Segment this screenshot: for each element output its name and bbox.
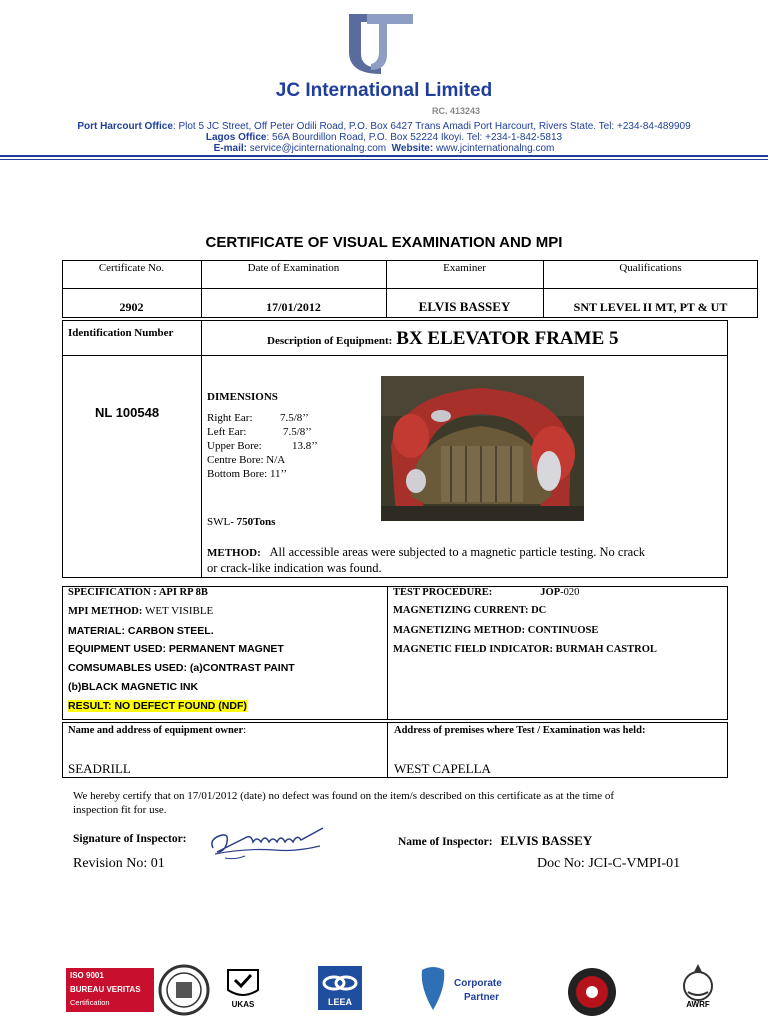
equipment-divider — [201, 320, 202, 578]
consumables-b: (b)BLACK MAGNETIC INK — [68, 681, 199, 693]
id-number-label: Identification Number — [68, 327, 174, 339]
certify-line-2: inspection fit for use. — [73, 804, 167, 816]
iadc-seal-icon — [566, 966, 618, 1018]
dim-value: N/A — [266, 454, 286, 466]
owner-label-colon: : — [243, 725, 247, 736]
signature-label: Signature of Inspector: — [73, 833, 187, 845]
ukas-logo — [220, 966, 266, 1016]
test-procedure-suffix: -020 — [560, 587, 580, 598]
revision-number: Revision No: 01 — [73, 856, 165, 871]
awrf-logo — [672, 962, 724, 1014]
header-rule — [0, 155, 768, 157]
dim-label: Left Ear: — [207, 426, 247, 438]
awrf-label: AWRF — [686, 1000, 710, 1009]
method-line-2: or crack-like indication was found. — [207, 561, 382, 575]
email-label: E-mail: — [213, 143, 247, 154]
swl-value: 750Tons — [236, 516, 276, 528]
magnetizing-method: MAGNETIZING METHOD: CONTINUOSE — [393, 625, 599, 636]
certification-statement — [73, 789, 733, 817]
test-procedure-value: JOP — [540, 587, 561, 598]
owner-value: SEADRILL — [68, 761, 131, 776]
bv-line-1: ISO 9001 — [70, 971, 104, 980]
certificate-title: CERTIFICATE OF VISUAL EXAMINATION AND MPI — [205, 234, 563, 251]
equipment-photo — [381, 376, 584, 521]
table-divider — [62, 288, 758, 289]
bureau-veritas-logo — [66, 968, 154, 1012]
company-name: JC International Limited — [275, 80, 493, 101]
dimensions-title: DIMENSIONS — [207, 391, 278, 403]
contact-line — [0, 143, 768, 154]
equipment-used: EQUIPMENT USED: PERMANENT MAGNET — [68, 643, 284, 655]
dim-value: 13.8’’ — [292, 440, 318, 452]
magnetizing-current: MAGNETIZING CURRENT: DC — [393, 605, 547, 616]
header-rule-thin — [0, 159, 768, 160]
result-highlight: RESULT: NO DEFECT FOUND (NDF) — [68, 700, 247, 712]
equipment-description — [267, 328, 619, 350]
leea-logo — [318, 966, 362, 1010]
corporate-label: Corporate — [454, 978, 502, 989]
company-logo — [347, 12, 415, 76]
equipment-hline — [62, 355, 728, 356]
bureau-veritas-seal-icon — [154, 964, 214, 1016]
test-procedure-label: TEST PROCEDURE: — [393, 587, 493, 598]
ph-address: : Plot 5 JC Street, Off Peter Odili Road, P.O. Box 6427 Trans Amadi Port Harcourt, Rivers State. Tel: +234-84-489909 — [172, 121, 691, 132]
dim-label: Centre Bore: — [207, 454, 264, 466]
dim-label: Right Ear: — [207, 412, 253, 424]
swl — [207, 516, 275, 528]
specification-label: SPECIFICATION : — [68, 587, 157, 598]
dim-value: 7.5/8’’ — [280, 412, 309, 424]
description-label: Description of Equipment: — [267, 335, 393, 347]
magnetic-field-indicator: MAGNETIC FIELD INDICATOR: BURMAH CASTROL — [393, 644, 657, 655]
partner-label: Partner — [464, 992, 500, 1003]
specification-value: API RP 8B — [158, 587, 208, 598]
bv-line-2: BUREAU VERITAS — [70, 985, 141, 994]
email-link[interactable]: service@jcinternationalng.com — [247, 143, 387, 154]
specification — [68, 587, 208, 598]
owner-label: Name and address of equipment owner — [68, 725, 244, 736]
mpi-method-label: MPI METHOD: — [68, 606, 143, 617]
website-link[interactable]: www.jcinternationalng.com — [433, 143, 555, 154]
inspector-signature — [205, 818, 330, 863]
ph-label: Port Harcourt Office — [77, 121, 173, 132]
inspector-name — [398, 832, 592, 850]
material: MATERIAL: CARBON STEEL. — [68, 625, 214, 637]
method-line-1: All accessible areas were subjected to a magnetic particle testing. No crack — [269, 545, 645, 559]
port-harcourt-address — [0, 121, 768, 132]
dimensions-list — [207, 411, 318, 481]
dim-label: Bottom Bore: — [207, 468, 268, 480]
lagos-address-text: : 56A Bourdillon Road, P.O. Box 52224 Ikoyi. Tel: +234-1-842-5813 — [266, 132, 563, 143]
website-label: Website: — [391, 143, 434, 154]
lagos-label: Lagos Office — [205, 132, 267, 143]
dim-value: 7.5/8’’ — [283, 426, 312, 438]
corporate-partner-logo — [416, 964, 512, 1014]
premises-value: WEST CAPELLA — [394, 761, 491, 776]
method-label: METHOD: — [207, 547, 261, 559]
header-date: Date of Examination — [247, 262, 340, 274]
examiner-name: ELVIS BASSEY — [418, 299, 511, 314]
bv-line-3: Certification — [70, 998, 110, 1007]
examination-date: 17/01/2012 — [266, 300, 321, 314]
header-certificate-no: Certificate No. — [98, 262, 165, 274]
method-text — [207, 545, 722, 576]
rc-number: RC. 413243 — [431, 106, 481, 116]
inspector-name-value: ELVIS BASSEY — [500, 833, 593, 848]
mpi-method-value: WET VISIBLE — [144, 605, 214, 617]
owner-divider — [387, 722, 388, 778]
premises-label: Address of premises where Test / Examination was held: — [394, 725, 646, 736]
certificate-number: 2902 — [119, 300, 144, 314]
header-examiner: Examiner — [443, 262, 486, 274]
identification-number: NL 100548 — [95, 405, 160, 420]
lagos-address — [0, 132, 768, 143]
header-qualifications: Qualifications — [619, 262, 682, 274]
inspector-name-label: Name of Inspector: — [398, 836, 493, 848]
certify-line-1: We hereby certify that on 17/01/2012 (date) no defect was found on the item/s described on this certificate as at the time of — [73, 790, 614, 802]
dim-label: Upper Bore: — [207, 440, 262, 452]
dim-value: 11’’ — [269, 468, 288, 480]
consumables: COMSUMABLES USED: (a)CONTRAST PAINT — [68, 662, 295, 674]
mpi-method — [68, 605, 213, 617]
owner-label-wrap — [68, 725, 246, 736]
document-number: Doc No: JCI-C-VMPI-01 — [537, 856, 681, 871]
qualifications-value: SNT LEVEL II MT, PT & UT — [573, 300, 728, 314]
ukas-label: UKAS — [231, 1000, 255, 1009]
spec-divider — [387, 586, 388, 720]
description-value: BX ELEVATOR FRAME 5 — [396, 328, 619, 349]
leea-label: LEEA — [327, 997, 352, 1007]
test-procedure — [393, 587, 579, 598]
swl-label: SWL- — [207, 516, 234, 528]
